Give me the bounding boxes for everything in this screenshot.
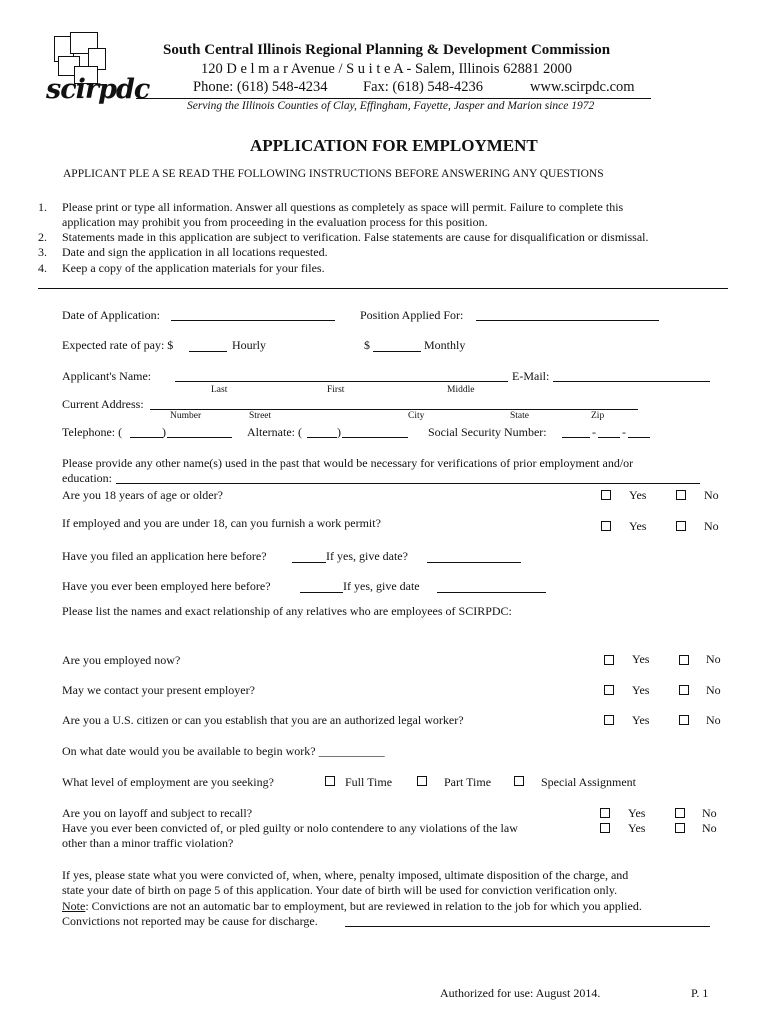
header-rule: [136, 98, 651, 99]
telephone-number-field[interactable]: [167, 437, 232, 438]
ssn-part-3-field[interactable]: [628, 437, 650, 438]
filed-if-yes-label: If yes, give date?: [326, 549, 408, 563]
convicted-no-label: No: [702, 821, 717, 835]
full-time-checkbox[interactable]: [325, 776, 335, 786]
email-label: E-Mail:: [512, 369, 550, 383]
ssn-part-2-field[interactable]: [598, 437, 620, 438]
permit-no-checkbox[interactable]: [676, 521, 686, 531]
current-address-field[interactable]: [150, 409, 638, 410]
addr-sub-state: State: [510, 411, 529, 421]
citizen-question: Are you a U.S. citizen or can you establish that you are an authorized legal worker?: [62, 713, 464, 727]
name-sub-first: First: [327, 385, 345, 395]
other-names-label: Please provide any other name(s) used in the past that would be necessary for verifications of prior employment and/or: [62, 456, 634, 470]
age-question: Are you 18 years of age or older?: [62, 488, 223, 502]
layoff-yes-label: Yes: [628, 806, 646, 820]
addr-sub-number: Number: [170, 411, 202, 421]
full-time-label: Full Time: [345, 775, 393, 789]
monthly-dollar-sign: $: [364, 338, 370, 352]
available-date-question: On what date would you be available to begin work? ___________: [62, 744, 385, 758]
employed-if-yes-label: If yes, give date: [343, 579, 420, 593]
age-no-label: No: [704, 488, 719, 502]
permit-question: If employed and you are under 18, can you furnish a work permit?: [62, 516, 381, 530]
other-names-field[interactable]: [116, 483, 700, 484]
alternate-label: Alternate: (: [247, 425, 302, 439]
conviction-note-line-4: Convictions not reported may be cause for discharge.: [62, 914, 318, 928]
addr-sub-street: Street: [249, 411, 272, 421]
employed-date-field[interactable]: [437, 592, 546, 593]
age-no-checkbox[interactable]: [676, 490, 686, 500]
logo-text: scirpdc: [46, 74, 150, 105]
layoff-yes-checkbox[interactable]: [600, 808, 610, 818]
age-yes-checkbox[interactable]: [601, 490, 611, 500]
org-phone: Phone: (618) 548-4234: [193, 79, 328, 95]
filed-before-field[interactable]: [292, 562, 326, 563]
instruction-1-line-1: Please print or type all information. Answer all questions as completely as space will permit. Failure to complete this: [62, 200, 624, 214]
instruction-3-line-1: Date and sign the application in all locations requested.: [62, 245, 328, 259]
employed-before-question: Have you ever been employed here before?: [62, 579, 271, 593]
ssn-label: Social Security Number:: [428, 425, 547, 439]
convicted-yes-checkbox[interactable]: [600, 823, 610, 833]
addr-sub-zip: Zip: [591, 411, 605, 421]
hourly-rate-field[interactable]: [189, 351, 227, 352]
telephone-label: Telephone: (: [62, 425, 123, 439]
current-address-label: Current Address:: [62, 397, 144, 411]
citizen-yes-checkbox[interactable]: [604, 715, 614, 725]
conviction-note-line-3-text: : Convictions are not an automatic bar to employment, but are reviewed in relation to the job for which you applied.: [85, 899, 642, 913]
ssn-part-1-field[interactable]: [562, 437, 590, 438]
position-applied-field[interactable]: [476, 320, 659, 321]
ssn-dash-2: -: [622, 425, 626, 439]
email-field[interactable]: [553, 381, 710, 382]
relatives-question: Please list the names and exact relationship of any relatives who are employees of SCIRPDC:: [62, 604, 512, 618]
applicant-name-label: Applicant's Name:: [62, 369, 152, 383]
monthly-rate-field[interactable]: [373, 351, 421, 352]
employed-before-field[interactable]: [300, 592, 343, 593]
org-fax: Fax: (618) 548-4236: [363, 79, 484, 95]
part-time-checkbox[interactable]: [417, 776, 427, 786]
employed-now-yes-checkbox[interactable]: [604, 655, 614, 665]
convicted-no-checkbox[interactable]: [675, 823, 685, 833]
name-sub-middle: Middle: [447, 385, 475, 395]
employed-now-question: Are you employed now?: [62, 653, 181, 667]
age-yes-label: Yes: [629, 488, 647, 502]
alternate-paren-close: ): [337, 425, 341, 439]
employed-now-no-label: No: [706, 652, 721, 666]
conviction-note-line-3: [62, 899, 642, 914]
authorized-date: Authorized for use: August 2014.: [440, 986, 601, 1000]
convicted-question-line-1: Have you ever been convicted of, or pled guilty or nolo contendere to any violations of the law: [62, 821, 518, 835]
org-name: South Central Illinois Regional Planning & Development Commission: [163, 42, 611, 58]
filed-date-field[interactable]: [427, 562, 521, 563]
citizen-no-label: No: [706, 713, 721, 727]
contact-yes-label: Yes: [632, 683, 650, 697]
name-sub-last: Last: [211, 385, 228, 395]
special-assignment-label: Special Assignment: [541, 775, 636, 789]
contact-yes-checkbox[interactable]: [604, 685, 614, 695]
addr-sub-city: City: [408, 411, 425, 421]
date-of-application-field[interactable]: [171, 320, 335, 321]
hourly-label: Hourly: [232, 338, 266, 352]
convicted-question-line-2: other than a minor traffic violation?: [62, 836, 234, 850]
section-divider: [38, 288, 728, 289]
part-time-label: Part Time: [444, 775, 492, 789]
permit-yes-checkbox[interactable]: [601, 521, 611, 531]
employed-now-no-checkbox[interactable]: [679, 655, 689, 665]
page-title: APPLICATION FOR EMPLOYMENT: [250, 136, 538, 155]
page-number: P. 1: [691, 986, 709, 1000]
education-label: education:: [62, 471, 112, 485]
instruction-2-line-1: Statements made in this application are subject to verification. False statements are cause for disqualification or dismissal.: [62, 230, 649, 244]
layoff-question: Are you on layoff and subject to recall?: [62, 806, 253, 820]
instruction-1-line-2: application may prohibit you from proceeding in the evaluation process for this position.: [62, 215, 488, 229]
expected-rate-label: Expected rate of pay: $: [62, 338, 174, 352]
conviction-note-line-1: If yes, please state what you were convicted of, when, where, penalty imposed, ultimate disposition of the charge, and: [62, 868, 629, 882]
citizen-no-checkbox[interactable]: [679, 715, 689, 725]
convicted-yes-label: Yes: [628, 821, 646, 835]
contact-no-label: No: [706, 683, 721, 697]
instruction-num-4: 4.: [38, 261, 47, 275]
citizen-yes-label: Yes: [632, 713, 650, 727]
conviction-details-field[interactable]: [345, 926, 710, 927]
org-tagline: Serving the Illinois Counties of Clay, Effingham, Fayette, Jasper and Marion since 1972: [187, 100, 595, 112]
employment-level-question: What level of employment are you seeking?: [62, 775, 274, 789]
contact-employer-question: May we contact your present employer?: [62, 683, 255, 697]
instruction-4-line-1: Keep a copy of the application materials for your files.: [62, 261, 325, 275]
org-address: 120 D e l m a r Avenue / S u i t e A - Salem, Illinois 62881 2000: [201, 61, 573, 77]
layoff-no-label: No: [702, 806, 717, 820]
org-website: www.scirpdc.com: [530, 79, 635, 95]
instruction-num-3: 3.: [38, 245, 47, 259]
filed-before-question: Have you filed an application here before?: [62, 549, 267, 563]
alternate-area-field[interactable]: [307, 437, 337, 438]
note-label: Note: [62, 899, 86, 913]
instruction-num-2: 2.: [38, 230, 47, 244]
telephone-paren-close: ): [162, 425, 166, 439]
date-of-application-label: Date of Application:: [62, 308, 160, 322]
applicant-name-field[interactable]: [175, 381, 508, 382]
permit-yes-label: Yes: [629, 519, 647, 533]
contact-no-checkbox[interactable]: [679, 685, 689, 695]
layoff-no-checkbox[interactable]: [675, 808, 685, 818]
monthly-label: Monthly: [424, 338, 466, 352]
conviction-note-line-2: state your date of birth on page 5 of this application. Your date of birth will be used for conviction verification only.: [62, 883, 618, 897]
alternate-number-field[interactable]: [342, 437, 408, 438]
position-applied-label: Position Applied For:: [360, 308, 464, 322]
ssn-dash-1: -: [592, 425, 596, 439]
employed-now-yes-label: Yes: [632, 652, 650, 666]
instructions-intro: APPLICANT PLE A SE READ THE FOLLOWING INSTRUCTIONS BEFORE ANSWERING ANY QUESTIONS: [63, 168, 604, 180]
special-assignment-checkbox[interactable]: [514, 776, 524, 786]
telephone-area-field[interactable]: [130, 437, 163, 438]
scirpdc-logo: [44, 30, 150, 130]
permit-no-label: No: [704, 519, 719, 533]
instruction-num-1: 1.: [38, 200, 47, 214]
